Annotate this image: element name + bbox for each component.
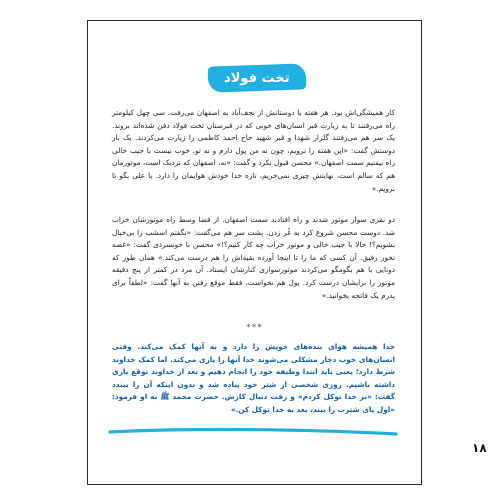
highlight-text: خدا همیشه هوای بنده‌های خویش را دارد و به آنها کمک می‌کند. وقتی انسان‌های خوب دچار مشکلی می‌شوند خدا آنها را یاری می‌کند. اما کمک خداوند شرط دارد؛ یعنی باید ابتدا وظیفه خود را انجام دهیم و بعد از خداوند توقع یاری داشته باشیم. روزی شخصی از شتر خود پیاده شد و بدون اینکه آن را ببندد گفت: «بر خدا توکل کردم» و رفت دنبال کارش. حضرت محمد ﷺ به او فرمود: «اول پای شترت را ببند، بعد به خدا توکل کن.» [112,342,395,414]
section-divider: *** [246,323,263,333]
title-area [88,65,421,91]
decorative-swoosh [108,426,398,438]
paragraph-2-text: دو نفری سوار موتور شدند و راه افتادند سمت اصفهان. از قضا وسط راه موتورشان خراب شد. دوست محسن شروع کرد به غُر زدن. پشت سر هم می‌گفت: «نگفتم اسشب را بی‌خیال بشویم؟! حالا با جیب خالی و موتور خراب چه کار کنیم؟!» محسن با خونسردی گفت: «غصه نخور رفیق. آن کسی که ما را تا اینجا آورده بقیه‌اش را هم درست می‌کند.» همان طور که دونایی با هم بگومگو می‌کردند موتورسواری کنارشان ایستاد. آن مرد در کمتر از پنج دقیقه موتور را برایشان درست کرد. پول هم نخواست، فقط موقع رفتن به آنها گفت: «لطفاً برای پدرم یک فاتحه بخوانید.» [112,215,395,300]
title-badge [208,63,307,92]
paragraph-1 [112,107,395,195]
highlight-box [112,341,395,417]
book-page [87,20,487,485]
page-number: ۱۸ [472,441,487,455]
paragraph-2 [112,214,395,302]
paragraph-1-text: کار همیشگی‌اش بود. هر هفته با دوستانش از نجف‌آباد به اصفهان می‌رفت. سی چهل کیلومتر راه می‌رفتند تا به زیارت قبر انسان‌های خوبی که در قبرستان تخت فولاد دفن شده‌اند بروند. یک سر هم می‌رفتند گلزار شهدا و قبر شهید حاج احمد کاظمی را زیارت می‌کردند. یک بار دوستش گفت: «این هفته را نرویم، چون نه من پول دارم و نه تو. خوب نیست با جیب خالی راه بیفتیم سمت اصفهان.» محسن قبول نکرد و گفت: «نه، اصفهان که نزدیک است، موتورمان هم که سالم است، نهایتش چیزی نمی‌خریم، تازه خدا خودش هوایمان را دارد. یا علی بگو تا برویم.» [112,108,395,193]
page-title: تخت فولاد [224,70,290,86]
